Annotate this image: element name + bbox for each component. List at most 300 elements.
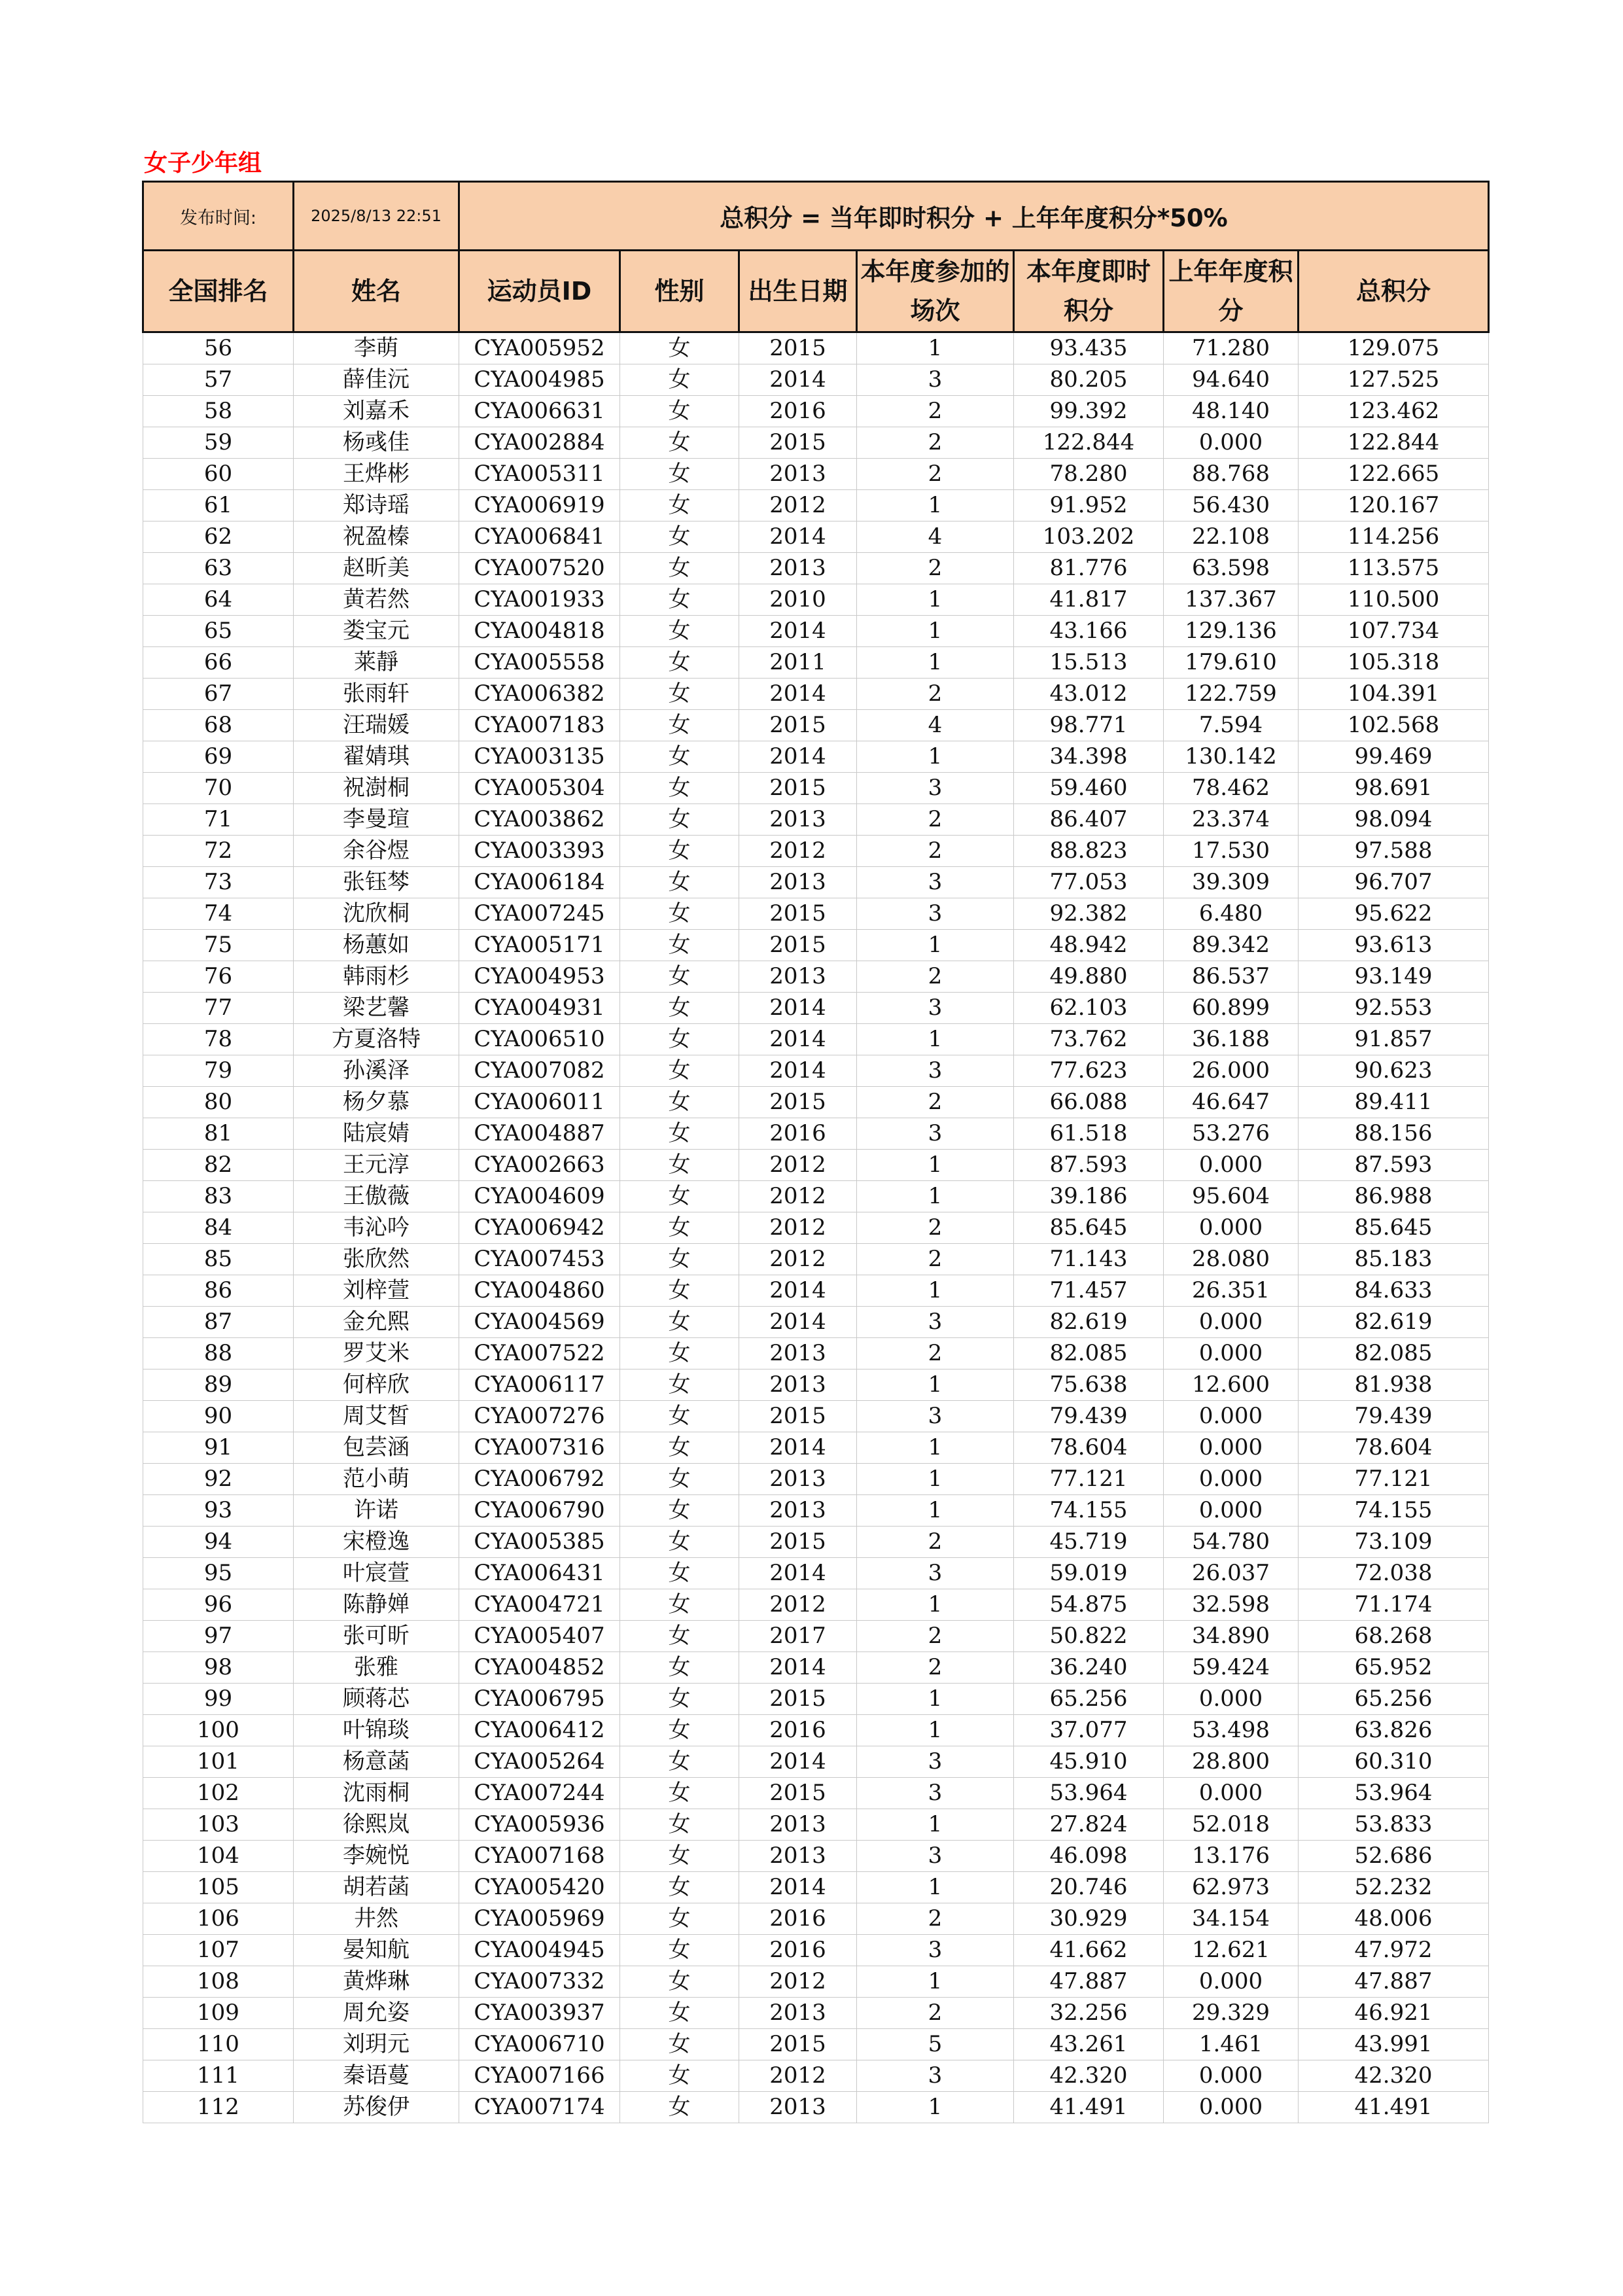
birth-year-cell: 2017: [739, 1621, 857, 1652]
table-row: [143, 1024, 1489, 1055]
name-cell: 韩雨杉: [294, 961, 459, 993]
name-cell: 杨蕙如: [294, 930, 459, 961]
current-points-cell: 46.098: [1014, 1841, 1164, 1872]
athlete-id-cell: CYA006117: [459, 1369, 620, 1401]
athlete-id-cell: CYA007082: [459, 1055, 620, 1087]
birth-year-cell: 2016: [739, 396, 857, 427]
birth-year-cell: 2013: [739, 2092, 857, 2123]
rank-cell: 91: [143, 1432, 294, 1464]
events-count-cell: 1: [857, 1432, 1014, 1464]
name-cell: 余谷煜: [294, 836, 459, 867]
rank-cell: 112: [143, 2092, 294, 2123]
gender-cell: 女: [620, 1055, 739, 1087]
current-points-cell: 20.746: [1014, 1872, 1164, 1903]
current-points-cell: 82.085: [1014, 1338, 1164, 1369]
birth-year-cell: 2014: [739, 1558, 857, 1589]
athlete-id-cell: CYA006710: [459, 2029, 620, 2060]
birth-year-cell: 2012: [739, 2060, 857, 2092]
gender-cell: 女: [620, 2060, 739, 2092]
gender-cell: 女: [620, 1778, 739, 1809]
gender-cell: 女: [620, 1558, 739, 1589]
gender-cell: 女: [620, 1809, 739, 1841]
gender-cell: 女: [620, 553, 739, 584]
table-row: [143, 1966, 1489, 1998]
table-row: [143, 1935, 1489, 1966]
athlete-id-cell: CYA005171: [459, 930, 620, 961]
birth-year-cell: 2010: [739, 584, 857, 616]
name-cell: 张钰棽: [294, 867, 459, 898]
table-row: [143, 1715, 1489, 1746]
rank-cell: 106: [143, 1903, 294, 1935]
total-points-cell: 107.734: [1299, 616, 1489, 647]
name-cell: 金允熙: [294, 1307, 459, 1338]
table-row: [143, 836, 1489, 867]
events-count-cell: 1: [857, 2092, 1014, 2123]
total-points-cell: 93.613: [1299, 930, 1489, 961]
current-points-cell: 43.261: [1014, 2029, 1164, 2060]
last-year-points-cell: 88.768: [1164, 459, 1299, 490]
name-cell: 宋橙逸: [294, 1527, 459, 1558]
last-year-points-cell: 0.000: [1164, 1150, 1299, 1181]
table-row: [143, 1181, 1489, 1212]
athlete-id-cell: CYA005311: [459, 459, 620, 490]
name-cell: 周艾皙: [294, 1401, 459, 1432]
gender-cell: 女: [620, 1118, 739, 1150]
name-cell: 刘嘉禾: [294, 396, 459, 427]
current-points-cell: 79.439: [1014, 1401, 1164, 1432]
name-cell: 祝澍桐: [294, 773, 459, 804]
rank-cell: 97: [143, 1621, 294, 1652]
current-points-cell: 43.012: [1014, 679, 1164, 710]
last-year-points-cell: 32.598: [1164, 1589, 1299, 1621]
athlete-id-cell: CYA004887: [459, 1118, 620, 1150]
current-points-cell: 15.513: [1014, 647, 1164, 679]
name-cell: 杨彧佳: [294, 427, 459, 459]
total-points-cell: 63.826: [1299, 1715, 1489, 1746]
rank-cell: 102: [143, 1778, 294, 1809]
athlete-id-cell: CYA004569: [459, 1307, 620, 1338]
table-row: [143, 993, 1489, 1024]
gender-cell: 女: [620, 1150, 739, 1181]
last-year-points-cell: 7.594: [1164, 710, 1299, 741]
current-points-cell: 62.103: [1014, 993, 1164, 1024]
last-year-points-cell: 0.000: [1164, 1684, 1299, 1715]
gender-cell: 女: [620, 1087, 739, 1118]
gender-cell: 女: [620, 1495, 739, 1527]
last-year-points-cell: 0.000: [1164, 1966, 1299, 1998]
birth-year-cell: 2016: [739, 1935, 857, 1966]
birth-year-cell: 2015: [739, 1401, 857, 1432]
gender-cell: 女: [620, 1966, 739, 1998]
name-cell: 张可昕: [294, 1621, 459, 1652]
events-count-cell: 2: [857, 427, 1014, 459]
events-count-cell: 1: [857, 616, 1014, 647]
gender-cell: 女: [620, 1212, 739, 1244]
table-row: [143, 1401, 1489, 1432]
table-row: [143, 1495, 1489, 1527]
current-points-cell: 87.593: [1014, 1150, 1164, 1181]
birth-year-cell: 2013: [739, 459, 857, 490]
gender-cell: 女: [620, 1998, 739, 2029]
name-cell: 祝盈榛: [294, 521, 459, 553]
rank-cell: 70: [143, 773, 294, 804]
birth-year-cell: 2012: [739, 1244, 857, 1275]
name-cell: 韦沁吟: [294, 1212, 459, 1244]
col-events-header: 本年度参加的场次: [857, 251, 1014, 332]
last-year-points-cell: 0.000: [1164, 2092, 1299, 2123]
total-points-cell: 97.588: [1299, 836, 1489, 867]
total-points-cell: 65.952: [1299, 1652, 1489, 1684]
gender-cell: 女: [620, 1841, 739, 1872]
current-points-cell: 77.053: [1014, 867, 1164, 898]
gender-cell: 女: [620, 1244, 739, 1275]
name-cell: 周允姿: [294, 1998, 459, 2029]
name-cell: 沈欣桐: [294, 898, 459, 930]
birth-year-cell: 2012: [739, 1150, 857, 1181]
gender-cell: 女: [620, 710, 739, 741]
current-points-cell: 75.638: [1014, 1369, 1164, 1401]
athlete-id-cell: CYA007168: [459, 1841, 620, 1872]
last-year-points-cell: 36.188: [1164, 1024, 1299, 1055]
events-count-cell: 3: [857, 1055, 1014, 1087]
birth-year-cell: 2016: [739, 1118, 857, 1150]
birth-year-cell: 2014: [739, 1872, 857, 1903]
total-points-cell: 77.121: [1299, 1464, 1489, 1495]
rank-cell: 72: [143, 836, 294, 867]
gender-cell: 女: [620, 616, 739, 647]
last-year-points-cell: 28.800: [1164, 1746, 1299, 1778]
last-year-points-cell: 60.899: [1164, 993, 1299, 1024]
events-count-cell: 2: [857, 961, 1014, 993]
athlete-id-cell: CYA004985: [459, 364, 620, 396]
total-points-cell: 95.622: [1299, 898, 1489, 930]
total-points-cell: 93.149: [1299, 961, 1489, 993]
last-year-points-cell: 53.498: [1164, 1715, 1299, 1746]
birth-year-cell: 2012: [739, 1212, 857, 1244]
birth-year-cell: 2015: [739, 427, 857, 459]
table-row: [143, 616, 1489, 647]
total-points-cell: 122.844: [1299, 427, 1489, 459]
birth-year-cell: 2011: [739, 647, 857, 679]
column-header-row: [143, 251, 1489, 332]
total-points-cell: 123.462: [1299, 396, 1489, 427]
rank-cell: 96: [143, 1589, 294, 1621]
events-count-cell: 2: [857, 1087, 1014, 1118]
table-row: [143, 930, 1489, 961]
current-points-cell: 47.887: [1014, 1966, 1164, 1998]
name-cell: 叶宸萱: [294, 1558, 459, 1589]
table-row: [143, 1684, 1489, 1715]
last-year-points-cell: 1.461: [1164, 2029, 1299, 2060]
rank-cell: 60: [143, 459, 294, 490]
rank-cell: 58: [143, 396, 294, 427]
athlete-id-cell: CYA006412: [459, 1715, 620, 1746]
gender-cell: 女: [620, 804, 739, 836]
athlete-id-cell: CYA005264: [459, 1746, 620, 1778]
last-year-points-cell: 94.640: [1164, 364, 1299, 396]
last-year-points-cell: 28.080: [1164, 1244, 1299, 1275]
last-year-points-cell: 34.890: [1164, 1621, 1299, 1652]
rank-cell: 59: [143, 427, 294, 459]
events-count-cell: 1: [857, 1966, 1014, 1998]
name-cell: 莱靜: [294, 647, 459, 679]
birth-year-cell: 2015: [739, 2029, 857, 2060]
birth-year-cell: 2015: [739, 1684, 857, 1715]
current-points-cell: 37.077: [1014, 1715, 1164, 1746]
birth-year-cell: 2015: [739, 930, 857, 961]
current-points-cell: 54.875: [1014, 1589, 1164, 1621]
total-points-cell: 89.411: [1299, 1087, 1489, 1118]
birth-year-cell: 2014: [739, 1652, 857, 1684]
last-year-points-cell: 78.462: [1164, 773, 1299, 804]
col-athlete-id-header: 运动员ID: [459, 251, 620, 332]
athlete-id-cell: CYA007453: [459, 1244, 620, 1275]
name-cell: 杨意菡: [294, 1746, 459, 1778]
athlete-id-cell: CYA003393: [459, 836, 620, 867]
events-count-cell: 3: [857, 773, 1014, 804]
rank-cell: 61: [143, 490, 294, 521]
gender-cell: 女: [620, 993, 739, 1024]
birth-year-cell: 2014: [739, 364, 857, 396]
birth-year-cell: 2014: [739, 521, 857, 553]
gender-cell: 女: [620, 1275, 739, 1307]
name-cell: 赵昕美: [294, 553, 459, 584]
gender-cell: 女: [620, 961, 739, 993]
current-points-cell: 50.822: [1014, 1621, 1164, 1652]
events-count-cell: 2: [857, 553, 1014, 584]
gender-cell: 女: [620, 1715, 739, 1746]
table-row: [143, 710, 1489, 741]
birth-year-cell: 2013: [739, 1338, 857, 1369]
score-formula: 总积分 = 当年即时积分 + 上年年度积分*50%: [459, 182, 1489, 251]
total-points-cell: 52.686: [1299, 1841, 1489, 1872]
events-count-cell: 2: [857, 1621, 1014, 1652]
name-cell: 方夏洛特: [294, 1024, 459, 1055]
current-points-cell: 77.623: [1014, 1055, 1164, 1087]
rank-cell: 90: [143, 1401, 294, 1432]
table-row: [143, 1841, 1489, 1872]
name-cell: 何梓欣: [294, 1369, 459, 1401]
current-points-cell: 77.121: [1014, 1464, 1164, 1495]
current-points-cell: 78.280: [1014, 459, 1164, 490]
birth-year-cell: 2015: [739, 1087, 857, 1118]
name-cell: 王元淳: [294, 1150, 459, 1181]
current-points-cell: 81.776: [1014, 553, 1164, 584]
events-count-cell: 2: [857, 396, 1014, 427]
total-points-cell: 92.553: [1299, 993, 1489, 1024]
name-cell: 梁艺馨: [294, 993, 459, 1024]
total-points-cell: 81.938: [1299, 1369, 1489, 1401]
total-points-cell: 104.391: [1299, 679, 1489, 710]
athlete-id-cell: CYA004818: [459, 616, 620, 647]
name-cell: 汪瑞媛: [294, 710, 459, 741]
total-points-cell: 71.174: [1299, 1589, 1489, 1621]
table-row: [143, 396, 1489, 427]
gender-cell: 女: [620, 930, 739, 961]
gender-cell: 女: [620, 1621, 739, 1652]
rank-cell: 86: [143, 1275, 294, 1307]
table-row: [143, 1872, 1489, 1903]
rank-cell: 80: [143, 1087, 294, 1118]
athlete-id-cell: CYA006184: [459, 867, 620, 898]
athlete-id-cell: CYA004953: [459, 961, 620, 993]
current-points-cell: 74.155: [1014, 1495, 1164, 1527]
athlete-id-cell: CYA006841: [459, 521, 620, 553]
athlete-id-cell: CYA007244: [459, 1778, 620, 1809]
table-row: [143, 741, 1489, 773]
table-row: [143, 898, 1489, 930]
last-year-points-cell: 53.276: [1164, 1118, 1299, 1150]
athlete-id-cell: CYA006011: [459, 1087, 620, 1118]
name-cell: 黄烨琳: [294, 1966, 459, 1998]
name-cell: 顾蒋芯: [294, 1684, 459, 1715]
table-row: [143, 1307, 1489, 1338]
last-year-points-cell: 71.280: [1164, 332, 1299, 364]
name-cell: 包芸涵: [294, 1432, 459, 1464]
birth-year-cell: 2014: [739, 1055, 857, 1087]
events-count-cell: 1: [857, 1809, 1014, 1841]
name-cell: 刘玥元: [294, 2029, 459, 2060]
total-points-cell: 102.568: [1299, 710, 1489, 741]
gender-cell: 女: [620, 1464, 739, 1495]
name-cell: 许诺: [294, 1495, 459, 1527]
athlete-id-cell: CYA007183: [459, 710, 620, 741]
table-row: [143, 867, 1489, 898]
name-cell: 孙溪泽: [294, 1055, 459, 1087]
last-year-points-cell: 46.647: [1164, 1087, 1299, 1118]
col-rank-header: 全国排名: [143, 251, 294, 332]
table-row: [143, 364, 1489, 396]
table-row: [143, 553, 1489, 584]
birth-year-cell: 2014: [739, 1432, 857, 1464]
events-count-cell: 3: [857, 1307, 1014, 1338]
table-row: [143, 2092, 1489, 2123]
current-points-cell: 82.619: [1014, 1307, 1164, 1338]
athlete-id-cell: CYA004852: [459, 1652, 620, 1684]
rank-cell: 67: [143, 679, 294, 710]
last-year-points-cell: 26.037: [1164, 1558, 1299, 1589]
gender-cell: 女: [620, 867, 739, 898]
last-year-points-cell: 54.780: [1164, 1527, 1299, 1558]
table-row: [143, 1464, 1489, 1495]
table-row: [143, 2060, 1489, 2092]
name-cell: 苏俊伊: [294, 2092, 459, 2123]
rank-cell: 57: [143, 364, 294, 396]
table-row: [143, 1527, 1489, 1558]
total-points-cell: 110.500: [1299, 584, 1489, 616]
rank-cell: 103: [143, 1809, 294, 1841]
current-points-cell: 49.880: [1014, 961, 1164, 993]
birth-year-cell: 2014: [739, 679, 857, 710]
birth-year-cell: 2014: [739, 616, 857, 647]
current-points-cell: 27.824: [1014, 1809, 1164, 1841]
table-row: [143, 1055, 1489, 1087]
rank-cell: 108: [143, 1966, 294, 1998]
table-row: [143, 1652, 1489, 1684]
athlete-id-cell: CYA007166: [459, 2060, 620, 2092]
rank-cell: 100: [143, 1715, 294, 1746]
events-count-cell: 1: [857, 741, 1014, 773]
current-points-cell: 42.320: [1014, 2060, 1164, 2092]
name-cell: 井然: [294, 1903, 459, 1935]
rank-cell: 104: [143, 1841, 294, 1872]
gender-cell: 女: [620, 2029, 739, 2060]
rank-cell: 84: [143, 1212, 294, 1244]
events-count-cell: 3: [857, 1118, 1014, 1150]
total-points-cell: 43.991: [1299, 2029, 1489, 2060]
name-cell: 罗艾米: [294, 1338, 459, 1369]
total-points-cell: 79.439: [1299, 1401, 1489, 1432]
last-year-points-cell: 26.351: [1164, 1275, 1299, 1307]
gender-cell: 女: [620, 1369, 739, 1401]
rank-cell: 76: [143, 961, 294, 993]
col-gender-header: 性别: [620, 251, 739, 332]
last-year-points-cell: 0.000: [1164, 1401, 1299, 1432]
gender-cell: 女: [620, 1527, 739, 1558]
events-count-cell: 1: [857, 1684, 1014, 1715]
name-cell: 陈静婵: [294, 1589, 459, 1621]
rank-cell: 77: [143, 993, 294, 1024]
birth-year-cell: 2013: [739, 804, 857, 836]
birth-year-cell: 2013: [739, 553, 857, 584]
rank-cell: 111: [143, 2060, 294, 2092]
athlete-id-cell: CYA007520: [459, 553, 620, 584]
total-points-cell: 82.619: [1299, 1307, 1489, 1338]
total-points-cell: 98.691: [1299, 773, 1489, 804]
athlete-id-cell: CYA003862: [459, 804, 620, 836]
gender-cell: 女: [620, 1181, 739, 1212]
birth-year-cell: 2013: [739, 1998, 857, 2029]
total-points-cell: 114.256: [1299, 521, 1489, 553]
gender-cell: 女: [620, 459, 739, 490]
name-cell: 陆宸婧: [294, 1118, 459, 1150]
table-row: [143, 1746, 1489, 1778]
total-points-cell: 82.085: [1299, 1338, 1489, 1369]
total-points-cell: 84.633: [1299, 1275, 1489, 1307]
table-row: [143, 1558, 1489, 1589]
last-year-points-cell: 0.000: [1164, 1495, 1299, 1527]
current-points-cell: 93.435: [1014, 332, 1164, 364]
last-year-points-cell: 6.480: [1164, 898, 1299, 930]
total-points-cell: 87.593: [1299, 1150, 1489, 1181]
athlete-id-cell: CYA006919: [459, 490, 620, 521]
current-points-cell: 41.491: [1014, 2092, 1164, 2123]
events-count-cell: 1: [857, 1369, 1014, 1401]
rank-cell: 64: [143, 584, 294, 616]
current-points-cell: 92.382: [1014, 898, 1164, 930]
last-year-points-cell: 0.000: [1164, 1464, 1299, 1495]
current-points-cell: 88.823: [1014, 836, 1164, 867]
last-year-points-cell: 179.610: [1164, 647, 1299, 679]
gender-cell: 女: [620, 1872, 739, 1903]
last-year-points-cell: 86.537: [1164, 961, 1299, 993]
name-cell: 徐熙岚: [294, 1809, 459, 1841]
table-row: [143, 1589, 1489, 1621]
gender-cell: 女: [620, 898, 739, 930]
current-points-cell: 53.964: [1014, 1778, 1164, 1809]
current-points-cell: 71.143: [1014, 1244, 1164, 1275]
last-year-points-cell: 39.309: [1164, 867, 1299, 898]
gender-cell: 女: [620, 332, 739, 364]
events-count-cell: 1: [857, 1275, 1014, 1307]
total-points-cell: 46.921: [1299, 1998, 1489, 2029]
gender-cell: 女: [620, 1338, 739, 1369]
athlete-id-cell: CYA004931: [459, 993, 620, 1024]
total-points-cell: 99.469: [1299, 741, 1489, 773]
birth-year-cell: 2016: [739, 1903, 857, 1935]
gender-cell: 女: [620, 1684, 739, 1715]
events-count-cell: 1: [857, 1464, 1014, 1495]
